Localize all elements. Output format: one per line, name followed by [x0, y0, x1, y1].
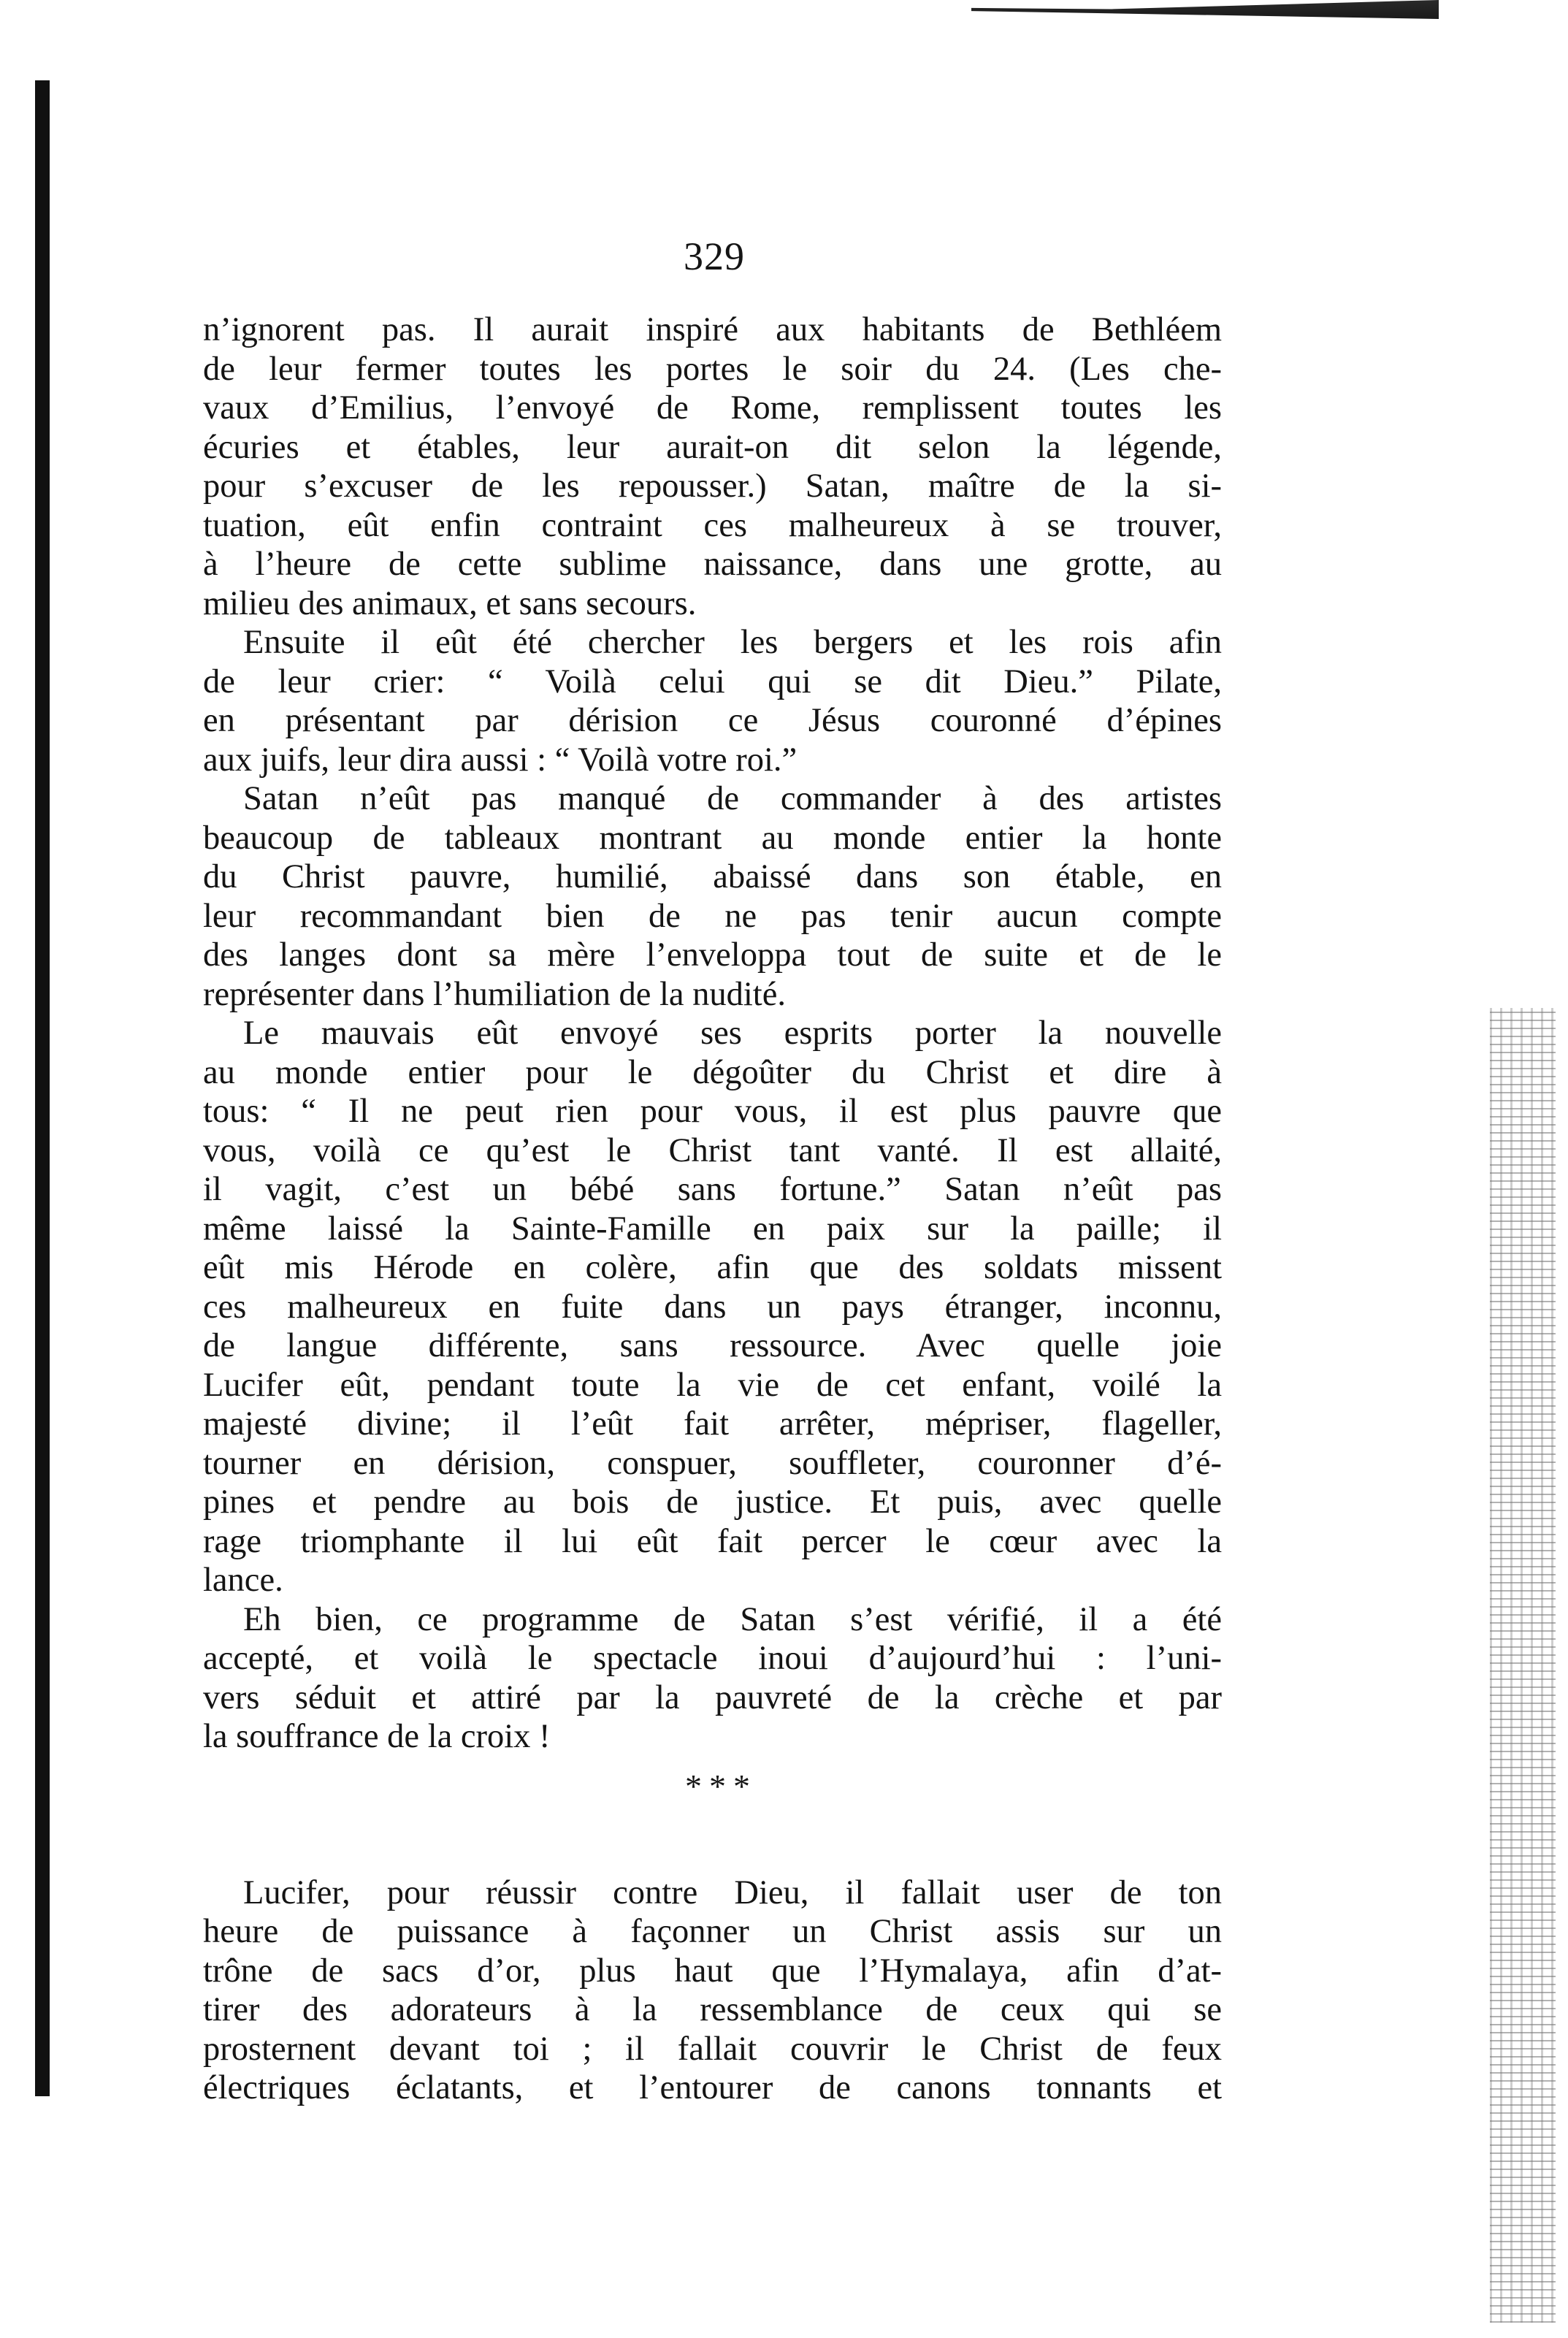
text-line: n’ignorent pas. Il aurait inspiré aux habitants de Bethléem: [203, 311, 1222, 348]
text-line: en présentant par dérision ce Jésus couronné d’épines: [203, 702, 1222, 739]
text-line: lance.: [203, 1562, 283, 1599]
text-line: trône de sacs d’or, plus haut que l’Hymalaya, afin d’at-: [203, 1952, 1222, 1990]
text-line: écuries et étables, leur aurait-on dit selon la légende,: [203, 428, 1222, 466]
scan-gutter: [1490, 1008, 1556, 2323]
text-line: ces malheureux en fuite dans un pays étranger, inconnu,: [203, 1288, 1222, 1326]
text-line: vers séduit et attiré par la pauvreté de la crèche et par: [203, 1678, 1222, 1716]
text-line: de leur fermer toutes les portes le soir du 24. (Les che-: [203, 350, 1222, 388]
binding-edge: [35, 80, 50, 2096]
text-line: Lucifer eût, pendant toute la vie de cet enfant, voilé la: [203, 1366, 1222, 1404]
text-line: leur recommandant bien de ne pas tenir aucun compte: [203, 897, 1222, 935]
text-line: tourner en dérision, conspuer, souffleter, couronner d’é-: [203, 1444, 1222, 1482]
text-line: de langue différente, sans ressource. Avec quelle joie: [203, 1327, 1222, 1364]
text-line: Eh bien, ce programme de Satan s’est vérifié, il a été: [243, 1600, 1222, 1638]
text-line: Lucifer, pour réussir contre Dieu, il fallait user de ton: [243, 1873, 1222, 1911]
text-line: heure de puissance à façonner un Christ assis sur un: [203, 1913, 1222, 1950]
text-line: même laissé la Sainte-Famille en paix sur la paille; il: [203, 1210, 1222, 1248]
top-rule: [971, 0, 1439, 19]
text-line: tous: “ Il ne peut rien pour vous, il est plus pauvre que: [203, 1093, 1222, 1130]
text-line: Ensuite il eût été chercher les bergers et les rois afin: [243, 624, 1222, 661]
text-line: du Christ pauvre, humilié, abaissé dans son étable, en: [203, 858, 1222, 895]
asterism: ***: [685, 1767, 757, 1805]
text-line: rage triomphante il lui eût fait percer le cœur avec la: [203, 1522, 1222, 1560]
text-line: vous, voilà ce qu’est le Christ tant vanté. Il est allaité,: [203, 1131, 1222, 1169]
text-line: Le mauvais eût envoyé ses esprits porter la nouvelle: [243, 1015, 1222, 1052]
text-line: au monde entier pour le dégoûter du Christ et dire à: [203, 1053, 1222, 1091]
text-line: beaucoup de tableaux montrant au monde entier la honte: [203, 819, 1222, 857]
text-line: pour s’excuser de les repousser.) Satan, maître de la si-: [203, 467, 1222, 505]
text-line: il vagit, c’est un bébé sans fortune.” Satan n’eût pas: [203, 1171, 1222, 1208]
text-line: tirer des adorateurs à la ressemblance de ceux qui se: [203, 1991, 1222, 2028]
page-number: 329: [684, 234, 745, 278]
text-line: vaux d’Emilius, l’envoyé de Rome, remplissent toutes les: [203, 389, 1222, 427]
text-line: majesté divine; il l’eût fait arrêter, mépriser, flageller,: [203, 1405, 1222, 1443]
text-line: pines et pendre au bois de justice. Et puis, avec quelle: [203, 1483, 1222, 1521]
asterism-separator: [203, 1757, 1222, 1873]
text-line: aux juifs, leur dira aussi : “ Voilà votre roi.”: [203, 741, 798, 779]
text-line: électriques éclatants, et l’entourer de canons tonnants et: [203, 2069, 1222, 2106]
text-line: milieu des animaux, et sans secours.: [203, 584, 697, 622]
text-line: des langes dont sa mère l’enveloppa tout de suite et de le: [203, 936, 1222, 974]
text-line: accepté, et voilà le spectacle inoui d’aujourd’hui : l’uni-: [203, 1640, 1222, 1677]
text-line: tuation, eût enfin contraint ces malheureux à se trouver,: [203, 506, 1222, 544]
text-line: Satan n’eût pas manqué de commander à des artistes: [243, 780, 1222, 817]
text-line: eût mis Hérode en colère, afin que des soldats missent: [203, 1249, 1222, 1286]
text-line: représenter dans l’humiliation de la nudité.: [203, 975, 786, 1013]
text-line: la souffrance de la croix !: [203, 1718, 551, 1755]
body-text: [203, 310, 1222, 2108]
text-line: à l’heure de cette sublime naissance, dans une grotte, au: [203, 546, 1222, 583]
text-line: prosternent devant toi ; il fallait couvrir le Christ de feux: [203, 2030, 1222, 2068]
text-line: de leur crier: “ Voilà celui qui se dit Dieu.” Pilate,: [203, 662, 1222, 700]
